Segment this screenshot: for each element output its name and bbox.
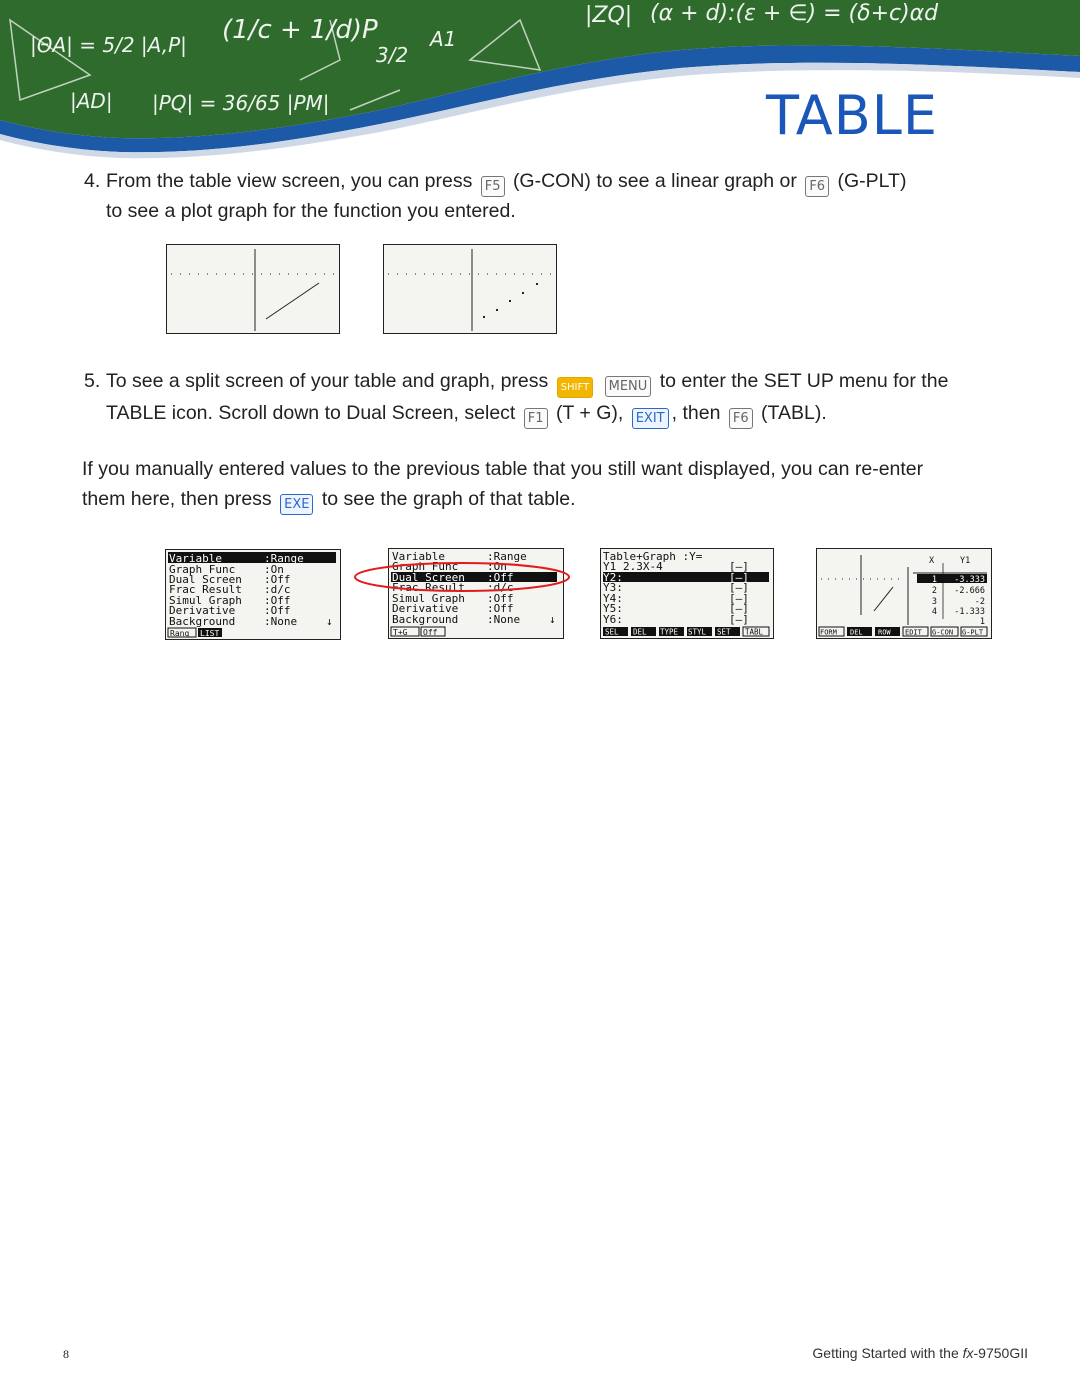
setup-screen-2: [388, 548, 564, 639]
softkey: EDIT: [905, 628, 922, 637]
table-cell-y: -1.333: [954, 607, 985, 617]
softkey: FORM: [820, 628, 837, 637]
function-list-screen: [600, 548, 774, 639]
softkey: G-PLT: [962, 628, 984, 637]
function-tag: [—]: [729, 571, 749, 584]
chalk-text-a1: A1: [430, 27, 457, 51]
setup-value: :Off: [264, 604, 291, 617]
exe-key-icon: EXE: [280, 494, 313, 515]
footer-model-italic: fx: [962, 1345, 974, 1361]
setup-label: Dual Screen: [169, 573, 242, 586]
step-text: (T + G),: [555, 402, 624, 424]
softkey: LIST: [200, 629, 220, 638]
chalk-text-32: 3/2: [376, 43, 409, 67]
table-col-y: Y1: [960, 556, 971, 566]
setup-value: :d/c: [264, 583, 291, 596]
f1-key-icon: F1: [524, 408, 548, 429]
setup-label: Frac Result: [169, 583, 242, 596]
setup-label: Simul Graph: [169, 594, 242, 607]
paragraph-text: them here, then press: [82, 488, 272, 510]
softkey: ROW: [878, 628, 891, 637]
setup-label: Simul Graph: [392, 592, 465, 605]
chalk-text-fraction: (1/c + 1/d)P: [222, 15, 378, 45]
step-4: [84, 167, 1024, 226]
screen-header: Table+Graph :Y=: [603, 550, 703, 563]
step-5: [84, 366, 1024, 429]
dual-screen: [816, 548, 992, 639]
setup-label: Derivative: [392, 602, 459, 615]
function-tag: [—]: [729, 602, 749, 615]
softkey: T+G: [393, 628, 408, 637]
setup-label: Graph Func: [169, 563, 236, 576]
setup-value: :Off: [487, 602, 514, 615]
function-tag: [—]: [729, 613, 749, 626]
setup-label: Graph Func: [392, 560, 459, 573]
softkey: Off: [423, 628, 438, 637]
softkey: DEL: [850, 628, 863, 637]
paragraph-text: to see the graph of that table.: [321, 488, 576, 510]
function-label: Y1: [603, 560, 617, 573]
paragraph-text: If you manually entered values to the previous table that you still want displayed, you can re-enter: [82, 458, 924, 480]
shift-key-icon: SHIFT: [557, 377, 594, 398]
table-cell-x: 4: [931, 607, 937, 617]
setup-label: Background: [392, 613, 459, 626]
table-cell-x: 2: [931, 586, 937, 596]
setup-value: :Off: [264, 573, 291, 586]
step-text: TABLE icon. Scroll down to Dual Screen, select: [106, 402, 516, 424]
setup-label: Variable: [392, 550, 445, 563]
softkey: SET: [717, 627, 731, 637]
function-tag: [—]: [729, 592, 749, 605]
setup-value: :Off: [487, 571, 514, 584]
f6-key-icon: F6: [729, 408, 753, 429]
table-cell-x: 3: [931, 597, 937, 607]
step-text: (TABL).: [761, 402, 827, 424]
chalk-text-pq: |PQ| = 36/65 |PM|: [152, 91, 330, 115]
setup-value: :d/c: [487, 581, 514, 594]
softkey: G-CON: [932, 628, 954, 637]
setup-value: :Range: [487, 550, 527, 563]
table-cell-y: -2.666: [954, 586, 985, 596]
setup-label: Background: [169, 615, 236, 628]
function-tag: [—]: [729, 581, 749, 594]
function-label: Y4:: [603, 592, 623, 605]
scroll-down-arrow-icon: ↓: [326, 615, 333, 628]
step-text: (G-PLT): [837, 170, 907, 192]
step-number: 5.: [84, 370, 101, 392]
function-label: Y5:: [603, 602, 623, 615]
setup-label: Frac Result: [392, 581, 465, 594]
setup-label: Variable: [169, 552, 222, 565]
table-cell-x: 1: [931, 575, 937, 585]
f6-key-icon: F6: [805, 176, 829, 197]
table-col-x: X: [929, 556, 935, 566]
plot-graph-screen: [383, 244, 557, 334]
softkey: DEL: [633, 627, 647, 637]
setup-label: Derivative: [169, 604, 236, 617]
chalk-text-formula: (α + d):(ε + ∈) = (δ+c)αd: [650, 1, 939, 26]
step-text: (G-CON) to see a linear graph or: [512, 170, 797, 192]
softkey: STYL: [688, 627, 707, 637]
table-cell-y: -3.333: [954, 575, 985, 585]
footer-model: -9750GII: [973, 1345, 1028, 1361]
exit-key-icon: EXIT: [632, 408, 669, 429]
chalk-text-ad: |AD|: [70, 89, 113, 113]
function-label: Y6:: [603, 613, 623, 626]
setup-label: Dual Screen: [392, 571, 465, 584]
setup-screen-1: [165, 549, 341, 640]
page-title: TABLE: [766, 84, 938, 147]
step-text: To see a split screen of your table and graph, press: [106, 370, 549, 392]
step-text: to see a plot graph for the function you entered.: [106, 200, 516, 222]
instruction-paragraph: [82, 454, 1032, 515]
chalk-text-ap: |ΘA| = 5/2 |A,P|: [30, 33, 187, 57]
function-value: 2.3X-4: [623, 560, 663, 573]
linear-graph-screen: [166, 244, 340, 334]
chalk-text-zq: |ZQ|: [585, 3, 633, 28]
page-number: 8: [63, 1347, 69, 1361]
footer-title-prefix: Getting Started with the: [812, 1345, 963, 1361]
function-label: Y2:: [603, 571, 623, 584]
step-text: , then: [671, 402, 721, 424]
function-label: Y3:: [603, 581, 623, 594]
setup-value: :None: [264, 615, 298, 628]
menu-key-icon: MENU: [605, 376, 652, 397]
footer-title: [812, 1345, 1028, 1361]
f5-key-icon: F5: [481, 176, 505, 197]
step-text: to enter the SET UP menu for the: [659, 370, 949, 392]
softkey: Rang: [170, 629, 190, 638]
setup-value: :Range: [264, 552, 304, 565]
scroll-down-arrow-icon: ↓: [549, 613, 556, 626]
setup-value: :Off: [264, 594, 291, 607]
softkey: TYPE: [660, 627, 679, 637]
setup-value: :On: [487, 560, 507, 573]
setup-value: :On: [264, 563, 284, 576]
step-text: From the table view screen, you can press: [106, 170, 473, 192]
table-cell-y: -2: [974, 597, 985, 607]
softkey: SEL: [605, 627, 619, 637]
step-number: 4.: [84, 170, 101, 192]
function-tag: [—]: [729, 560, 749, 573]
softkey: TABL: [745, 627, 764, 637]
setup-value: :None: [487, 613, 521, 626]
table-footer-value: 1: [979, 617, 985, 627]
setup-value: :Off: [487, 592, 514, 605]
